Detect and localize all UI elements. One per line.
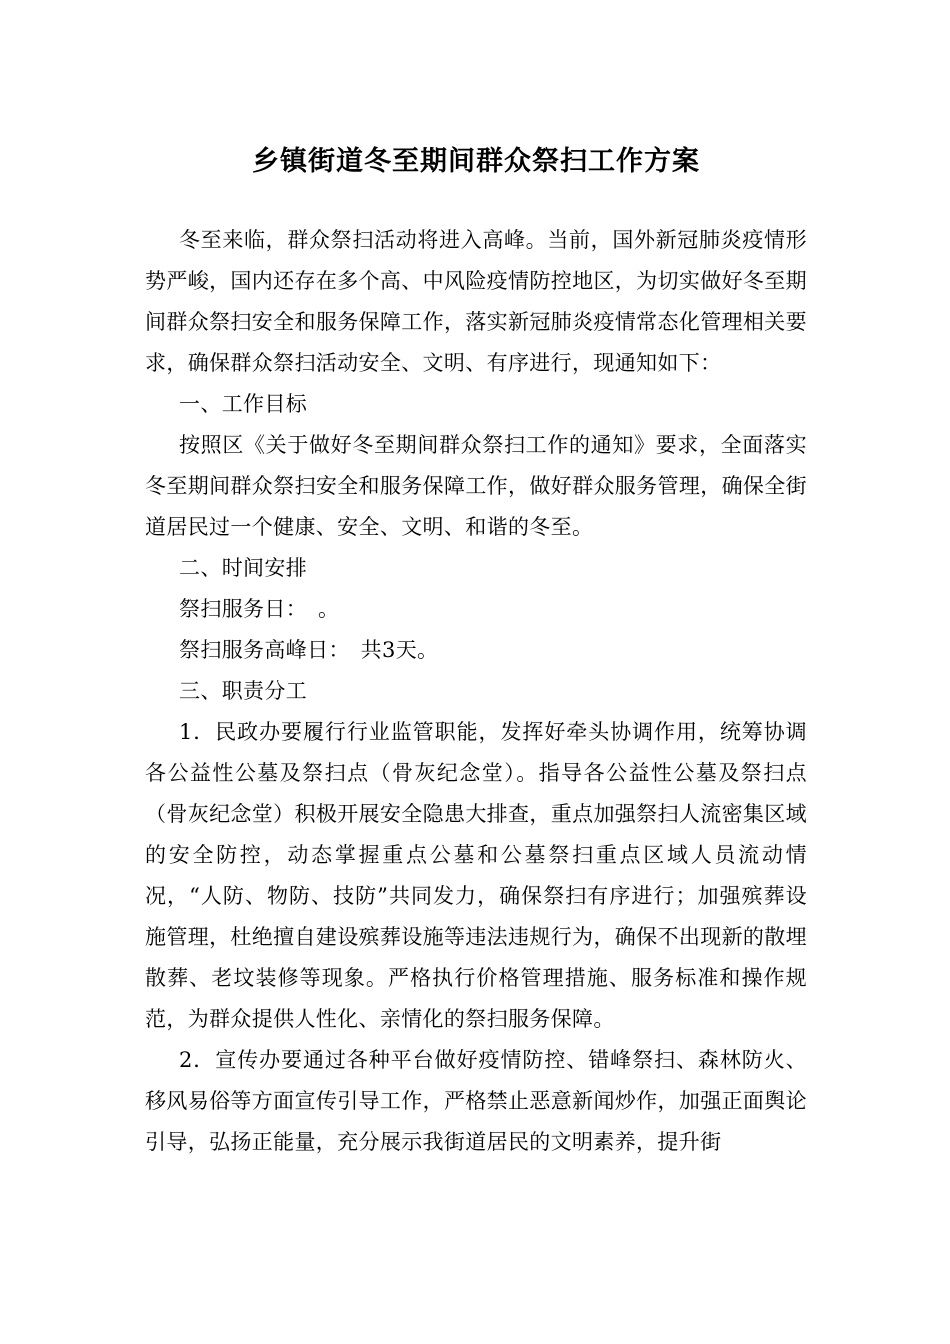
- section-heading-schedule: 二、时间安排: [179, 556, 308, 580]
- section-heading-goals: 一、工作目标: [179, 392, 308, 416]
- duty-item-civil-affairs: 1．民政办要履行行业监管职能，发挥好牵头协调作用，统筹协调各公益性公墓及祭扫点（骨灰纪念堂）。指导各公益性公墓及祭扫点（骨灰纪念堂）积极开展安全隐患大排查，重点加强祭扫人流密集区域的安全防控，动态掌握重点公墓和公墓祭扫重点区域人员流动情况，“人防、物防、技防”共同发力，确保祭扫有序进行；加强殡葬设施管理，杜绝擅自建设殡葬设施等违法违规行为，确保不出现新的散埋散葬、老坟装修等现象。严格执行价格管理措施、服务标准和操作规范，为群众提供人性化、亲情化的祭扫服务保障。: [145, 720, 807, 1031]
- schedule-peak-day: 祭扫服务高峰日： 共3天。: [179, 638, 439, 662]
- duty-item-publicity: 2．宣传办要通过各种平台做好疫情防控、错峰祭扫、森林防火、移风易俗等方面宣传引导工作，严格禁止恶意新闻炒作，加强正面舆论引导，弘扬正能量，充分展示我街道居民的文明素养，提升街: [145, 1048, 807, 1154]
- document-title: 乡镇街道冬至期间群众祭扫工作方案: [252, 146, 700, 177]
- schedule-service-day: 祭扫服务日： 。: [179, 597, 340, 621]
- intro-paragraph: 冬至来临，群众祭扫活动将进入高峰。当前，国外新冠肺炎疫情形势严峻，国内还存在多个高、中风险疫情防控地区，为切实做好冬至期间群众祭扫安全和服务保障工作，落实新冠肺炎疫情常态化管理相关要求，确保群众祭扫活动安全、文明、有序进行，现通知如下：: [145, 228, 807, 375]
- goals-paragraph: 按照区《关于做好冬至期间群众祭扫工作的通知》要求，全面落实冬至期间群众祭扫安全和服务保障工作，做好群众服务管理，确保全街道居民过一个健康、安全、文明、和谐的冬至。: [145, 433, 807, 539]
- section-heading-duties: 三、职责分工: [179, 679, 308, 703]
- document-page: [145, 140, 807, 1163]
